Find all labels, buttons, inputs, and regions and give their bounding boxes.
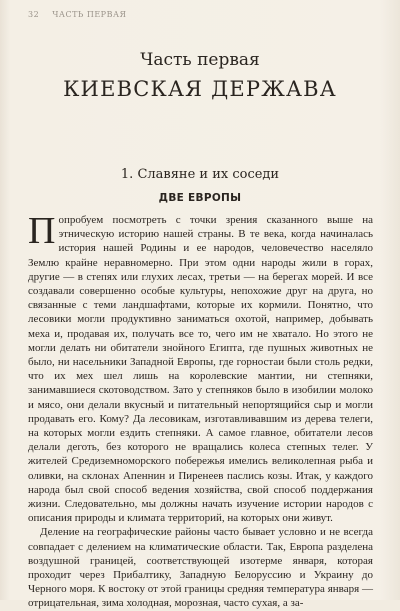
page-number: 32 [28, 10, 40, 19]
paragraph-1 [28, 210, 373, 525]
part-title: Часть первая [140, 50, 260, 70]
section-title: ДВЕ ЕВРОПЫ [158, 192, 242, 204]
paragraph-1-text: опробуем посмотреть с точки зрения сказанного выше на этническую историю нашей страны. В те века, когда начиналась история нашей Родины и ее народов, человечество населяло Землю крайне неравномерно. При этом одни народы жили в горах, другие — в степях или глухих лесах, третьи — на берегах морей. И все создавали совершенно особые культуры, непохожие друг на друга, но связанные с теми ландшафтами, которые их кормили. Понятно, что лесовики могли продуктивно заниматься охотой, например, добывать меха и, продавая их, получать все то, чего им не хватало. Но этого не могли делать ни обитатели знойного Египта, где пушных животных не было, ни насельники Западной Европы, где горностаи были столь редки, что их мех шел лишь на королевские мантии, ни степняки, занимавшиеся скотоводством. Зато у степняков было в изобилии молоко и мясо, они делали вкусный и питательный непортящийся сыр и могли продавать его. Кому? Да лесовикам, изготавливавшим из дерева телеги, на которых могли ездить степняки. А самое главное, обитатели лесов делали деготь, без которого не вращались колеса степных телег. У жителей Средиземноморского побережья имелись великолепная рыба и оливки, на склонах Апеннин и Пиренеев паслись козы. Итак, у каждого народа был свой способ ведения хозяйства, свой способ поддержания жизни. Следовательно, мы должны начать изучение истории народов с описания природы и климата территорий, на которых они живут. [28, 214, 373, 525]
book-title: КИЕВСКАЯ ДЕРЖАВА [63, 77, 337, 101]
paragraph-2-text: Деление на географические районы часто бывает условно и не всегда совпадает с делением на климатические области. Так, Европа разделена воздушной границей, соответствующей изотерме января, которая проходит через Прибалтику, Западную Белоруссию и Украину до Черного моря. К востоку от этой границы средняя температура января — отрицательная, зима холодная, морозная, часто сухая, а за- [28, 526, 373, 610]
running-header [28, 10, 126, 19]
body-text [28, 210, 373, 611]
paragraph-2 [28, 525, 373, 610]
running-title: ЧАСТЬ ПЕРВАЯ [52, 10, 127, 19]
drop-cap: П [28, 210, 56, 252]
chapter-title: 1. Славяне и их соседи [120, 167, 280, 182]
